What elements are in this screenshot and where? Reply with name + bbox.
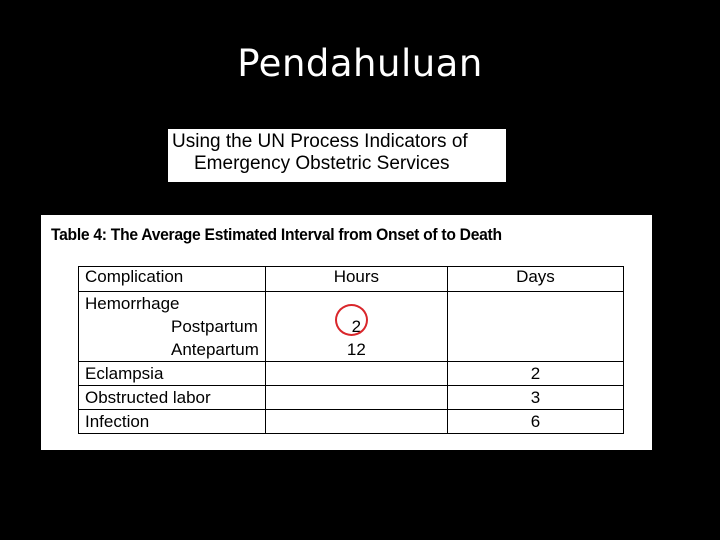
row-complication: Eclampsia bbox=[79, 362, 266, 386]
row-days: 2 bbox=[447, 362, 623, 386]
row-complication: Obstructed labor bbox=[79, 386, 266, 410]
table-caption: Table 4: The Average Estimated Interval from Onset of to Death bbox=[51, 225, 502, 244]
header-days: Days bbox=[447, 267, 623, 292]
table-image-panel bbox=[41, 215, 652, 450]
subtitle-line-1: Using the UN Process Indicators of bbox=[172, 131, 468, 152]
row-hours bbox=[265, 410, 447, 434]
header-hours: Hours bbox=[265, 267, 447, 292]
table-row bbox=[79, 410, 624, 434]
row-days: 3 bbox=[447, 386, 623, 410]
interval-table bbox=[78, 266, 624, 434]
postpartum-hours: 2 bbox=[351, 317, 362, 336]
postpartum-label: Postpartum bbox=[171, 317, 258, 336]
antepartum-label: Antepartum bbox=[171, 340, 259, 359]
table-row bbox=[79, 386, 624, 410]
subtitle-line-2: Emergency Obstetric Services bbox=[194, 153, 450, 174]
hemorrhage-label: Hemorrhage bbox=[85, 294, 180, 313]
row-hours bbox=[265, 362, 447, 386]
row-hours bbox=[265, 386, 447, 410]
hemorrhage-complication-cell bbox=[79, 292, 266, 362]
slide-title: Pendahuluan bbox=[237, 42, 483, 85]
red-circle-highlight bbox=[335, 304, 368, 336]
hemorrhage-days-cell bbox=[447, 292, 623, 362]
table-header-row bbox=[79, 267, 624, 292]
row-days: 6 bbox=[447, 410, 623, 434]
row-complication: Infection bbox=[79, 410, 266, 434]
subtitle-image-box bbox=[168, 129, 506, 182]
header-complication: Complication bbox=[79, 267, 266, 292]
table-row bbox=[79, 362, 624, 386]
antepartum-hours: 12 bbox=[346, 340, 366, 359]
